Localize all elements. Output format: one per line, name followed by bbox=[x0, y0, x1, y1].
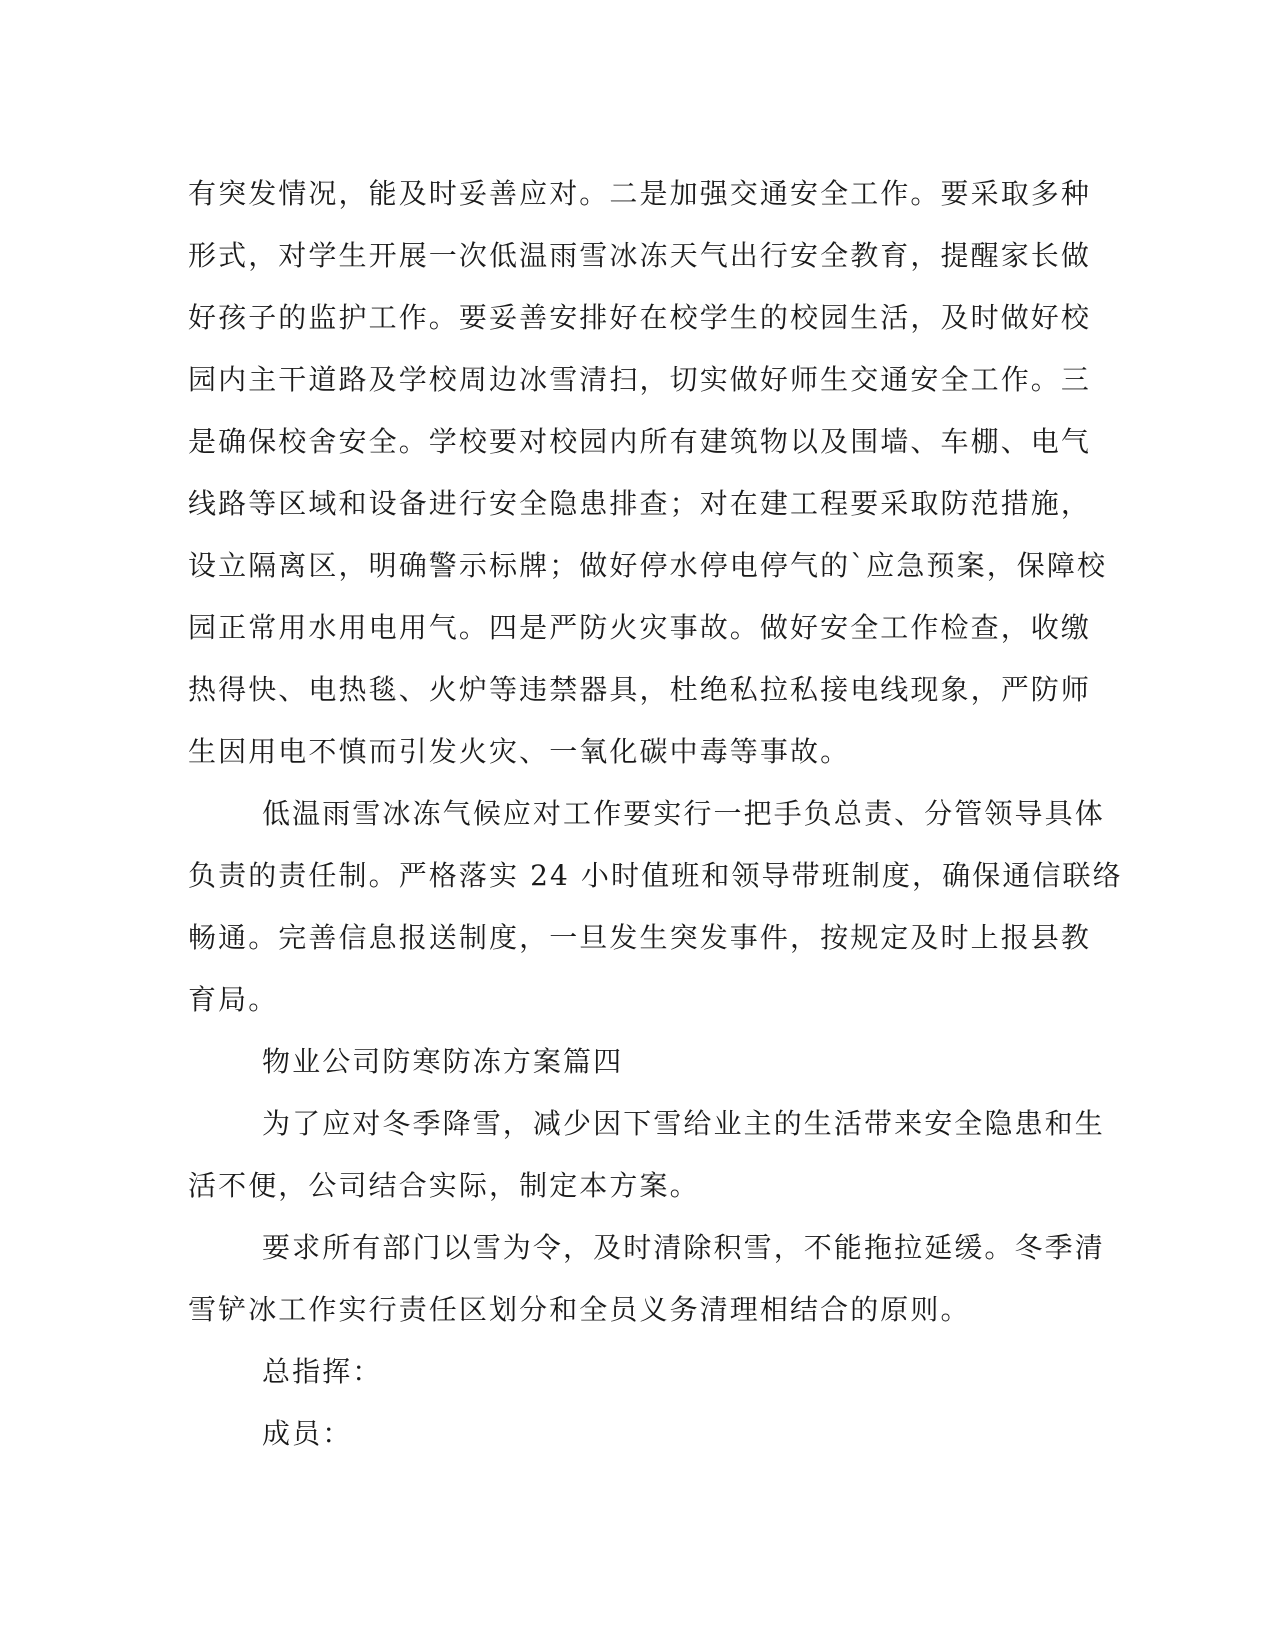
text-line: 线路等区域和设备进行安全隐患排查；对在建工程要采取防范措施， bbox=[188, 487, 1092, 520]
text-line: 畅通。完善信息报送制度，一旦发生突发事件，按规定及时上报县教 bbox=[188, 921, 1092, 954]
text-line: 园正常用水用电用气。四是严防火灾事故。做好安全工作检查，收缴 bbox=[188, 611, 1092, 644]
paragraph-first-line: 要求所有部门以雪为令，及时清除积雪，不能拖拉延缓。冬季清 bbox=[262, 1231, 1105, 1264]
text-line: 是确保校舍安全。学校要对校园内所有建筑物以及围墙、车棚、电气 bbox=[188, 425, 1092, 458]
text-line: 形式，对学生开展一次低温雨雪冰冻天气出行安全教育，提醒家长做 bbox=[188, 239, 1092, 272]
text-line: 热得快、电热毯、火炉等违禁器具，杜绝私拉私接电线现象，严防师 bbox=[188, 673, 1092, 706]
text-line: 负责的责任制。严格落实 24 小时值班和领导带班制度，确保通信联络 bbox=[188, 859, 1123, 892]
text-line: 有突发情况，能及时妥善应对。二是加强交通安全工作。要采取多种 bbox=[188, 177, 1092, 210]
text-line: 设立隔离区，明确警示标牌；做好停水停电停气的`应急预案，保障校 bbox=[188, 549, 1108, 582]
text-line: 园内主干道路及学校周边冰雪清扫，切实做好师生交通安全工作。三 bbox=[188, 363, 1092, 396]
commander-label: 总指挥： bbox=[262, 1355, 383, 1388]
text-line: 好孩子的监护工作。要妥善安排好在校学生的校园生活，及时做好校 bbox=[188, 301, 1092, 334]
text-line: 雪铲冰工作实行责任区划分和全员义务清理相结合的原则。 bbox=[188, 1293, 971, 1326]
text-line: 育局。 bbox=[188, 983, 279, 1016]
members-label: 成员： bbox=[262, 1417, 353, 1450]
section-heading: 物业公司防寒防冻方案篇四 bbox=[262, 1045, 624, 1078]
text-line: 活不便，公司结合实际，制定本方案。 bbox=[188, 1169, 700, 1202]
paragraph-first-line: 为了应对冬季降雪，减少因下雪给业主的生活带来安全隐患和生 bbox=[262, 1107, 1105, 1140]
document-body bbox=[188, 163, 1123, 1465]
paragraph-first-line: 低温雨雪冰冻气候应对工作要实行一把手负总责、分管领导具体 bbox=[262, 797, 1105, 830]
text-line: 生因用电不慎而引发火灾、一氧化碳中毒等事故。 bbox=[188, 735, 851, 768]
